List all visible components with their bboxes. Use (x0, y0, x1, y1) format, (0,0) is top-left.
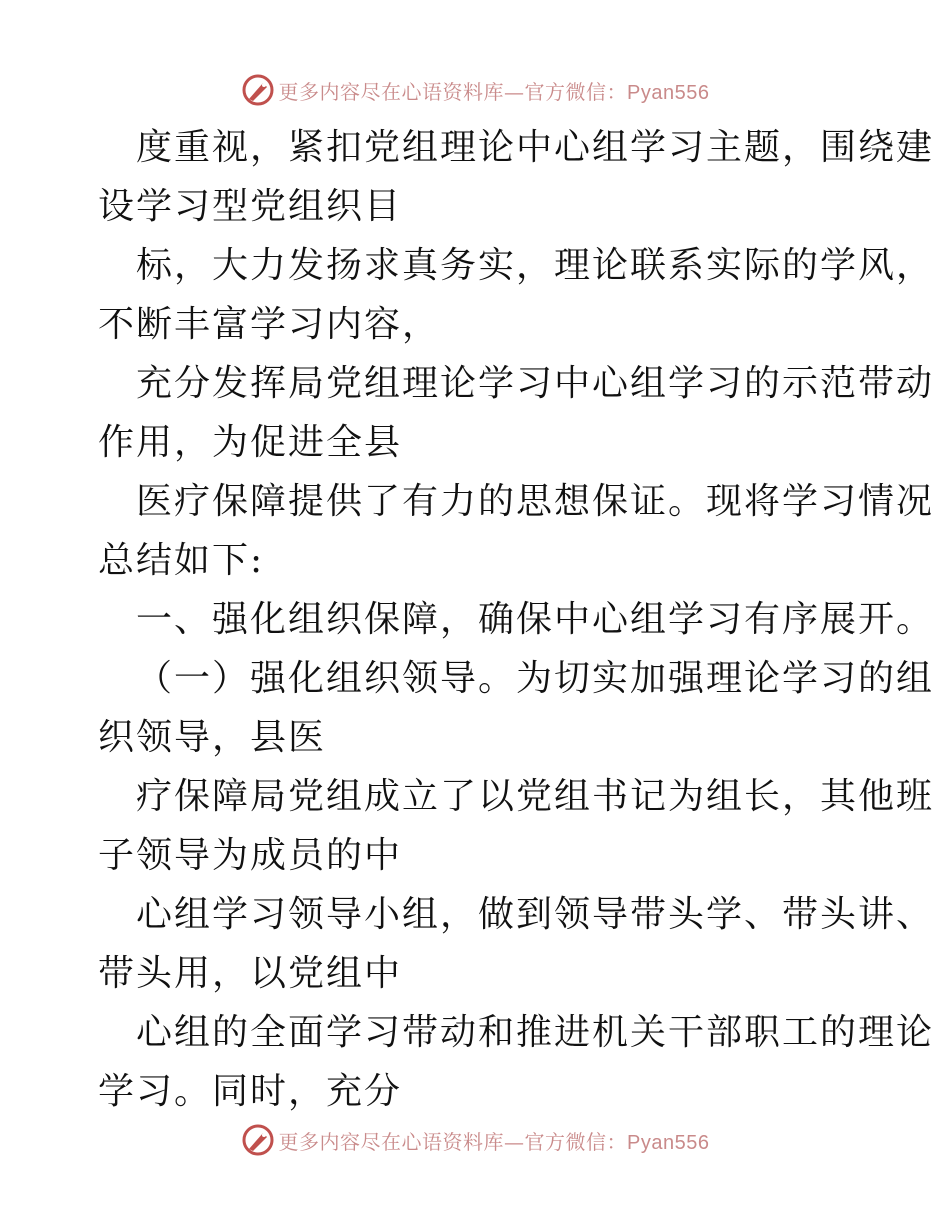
document-body (98, 118, 935, 1121)
text-line: 度重视，紧扣党组理论中心组学习主题，围绕建 (136, 127, 935, 168)
text-line: 作用，为促进全县 (98, 422, 403, 463)
footer-watermark (0, 1120, 950, 1160)
text-line: 总结如下: (98, 540, 265, 581)
text-line: 标，大力发扬求真务实，理论联系实际的学风， (136, 245, 935, 286)
text-line: 子领导为成员的中 (98, 835, 403, 876)
text-line: 不断丰富学习内容， (98, 304, 441, 345)
text-line: 充分发挥局党组理论学习中心组学习的示范带动 (136, 363, 935, 404)
text-line: 心组的全面学习带动和推进机关干部职工的理论 (136, 1012, 935, 1053)
text-line: 织领导，县医 (98, 717, 327, 758)
watermark-text: 更多内容尽在心语资料库—官方微信：Pyan556 (278, 1129, 710, 1154)
pen-nib-logo-icon (241, 1123, 275, 1157)
text-line: （一）强化组织领导。为切实加强理论学习的组 (136, 658, 935, 699)
text-line: 疗保障局党组成立了以党组书记为组长，其他班 (136, 776, 935, 817)
text-line: 学习。同时，充分 (98, 1071, 403, 1112)
text-line: 一、强化组织保障，确保中心组学习有序展开。 (136, 599, 935, 640)
pen-nib-logo-icon (241, 73, 275, 107)
text-line: 设学习型党组织目 (98, 186, 403, 227)
text-line: 带头用，以党组中 (98, 953, 403, 994)
header-watermark (0, 70, 950, 110)
text-line: 医疗保障提供了有力的思想保证。现将学习情况 (136, 481, 935, 522)
watermark-text: 更多内容尽在心语资料库—官方微信：Pyan556 (278, 79, 710, 104)
text-line: 心组学习领导小组，做到领导带头学、带头讲、 (136, 894, 935, 935)
